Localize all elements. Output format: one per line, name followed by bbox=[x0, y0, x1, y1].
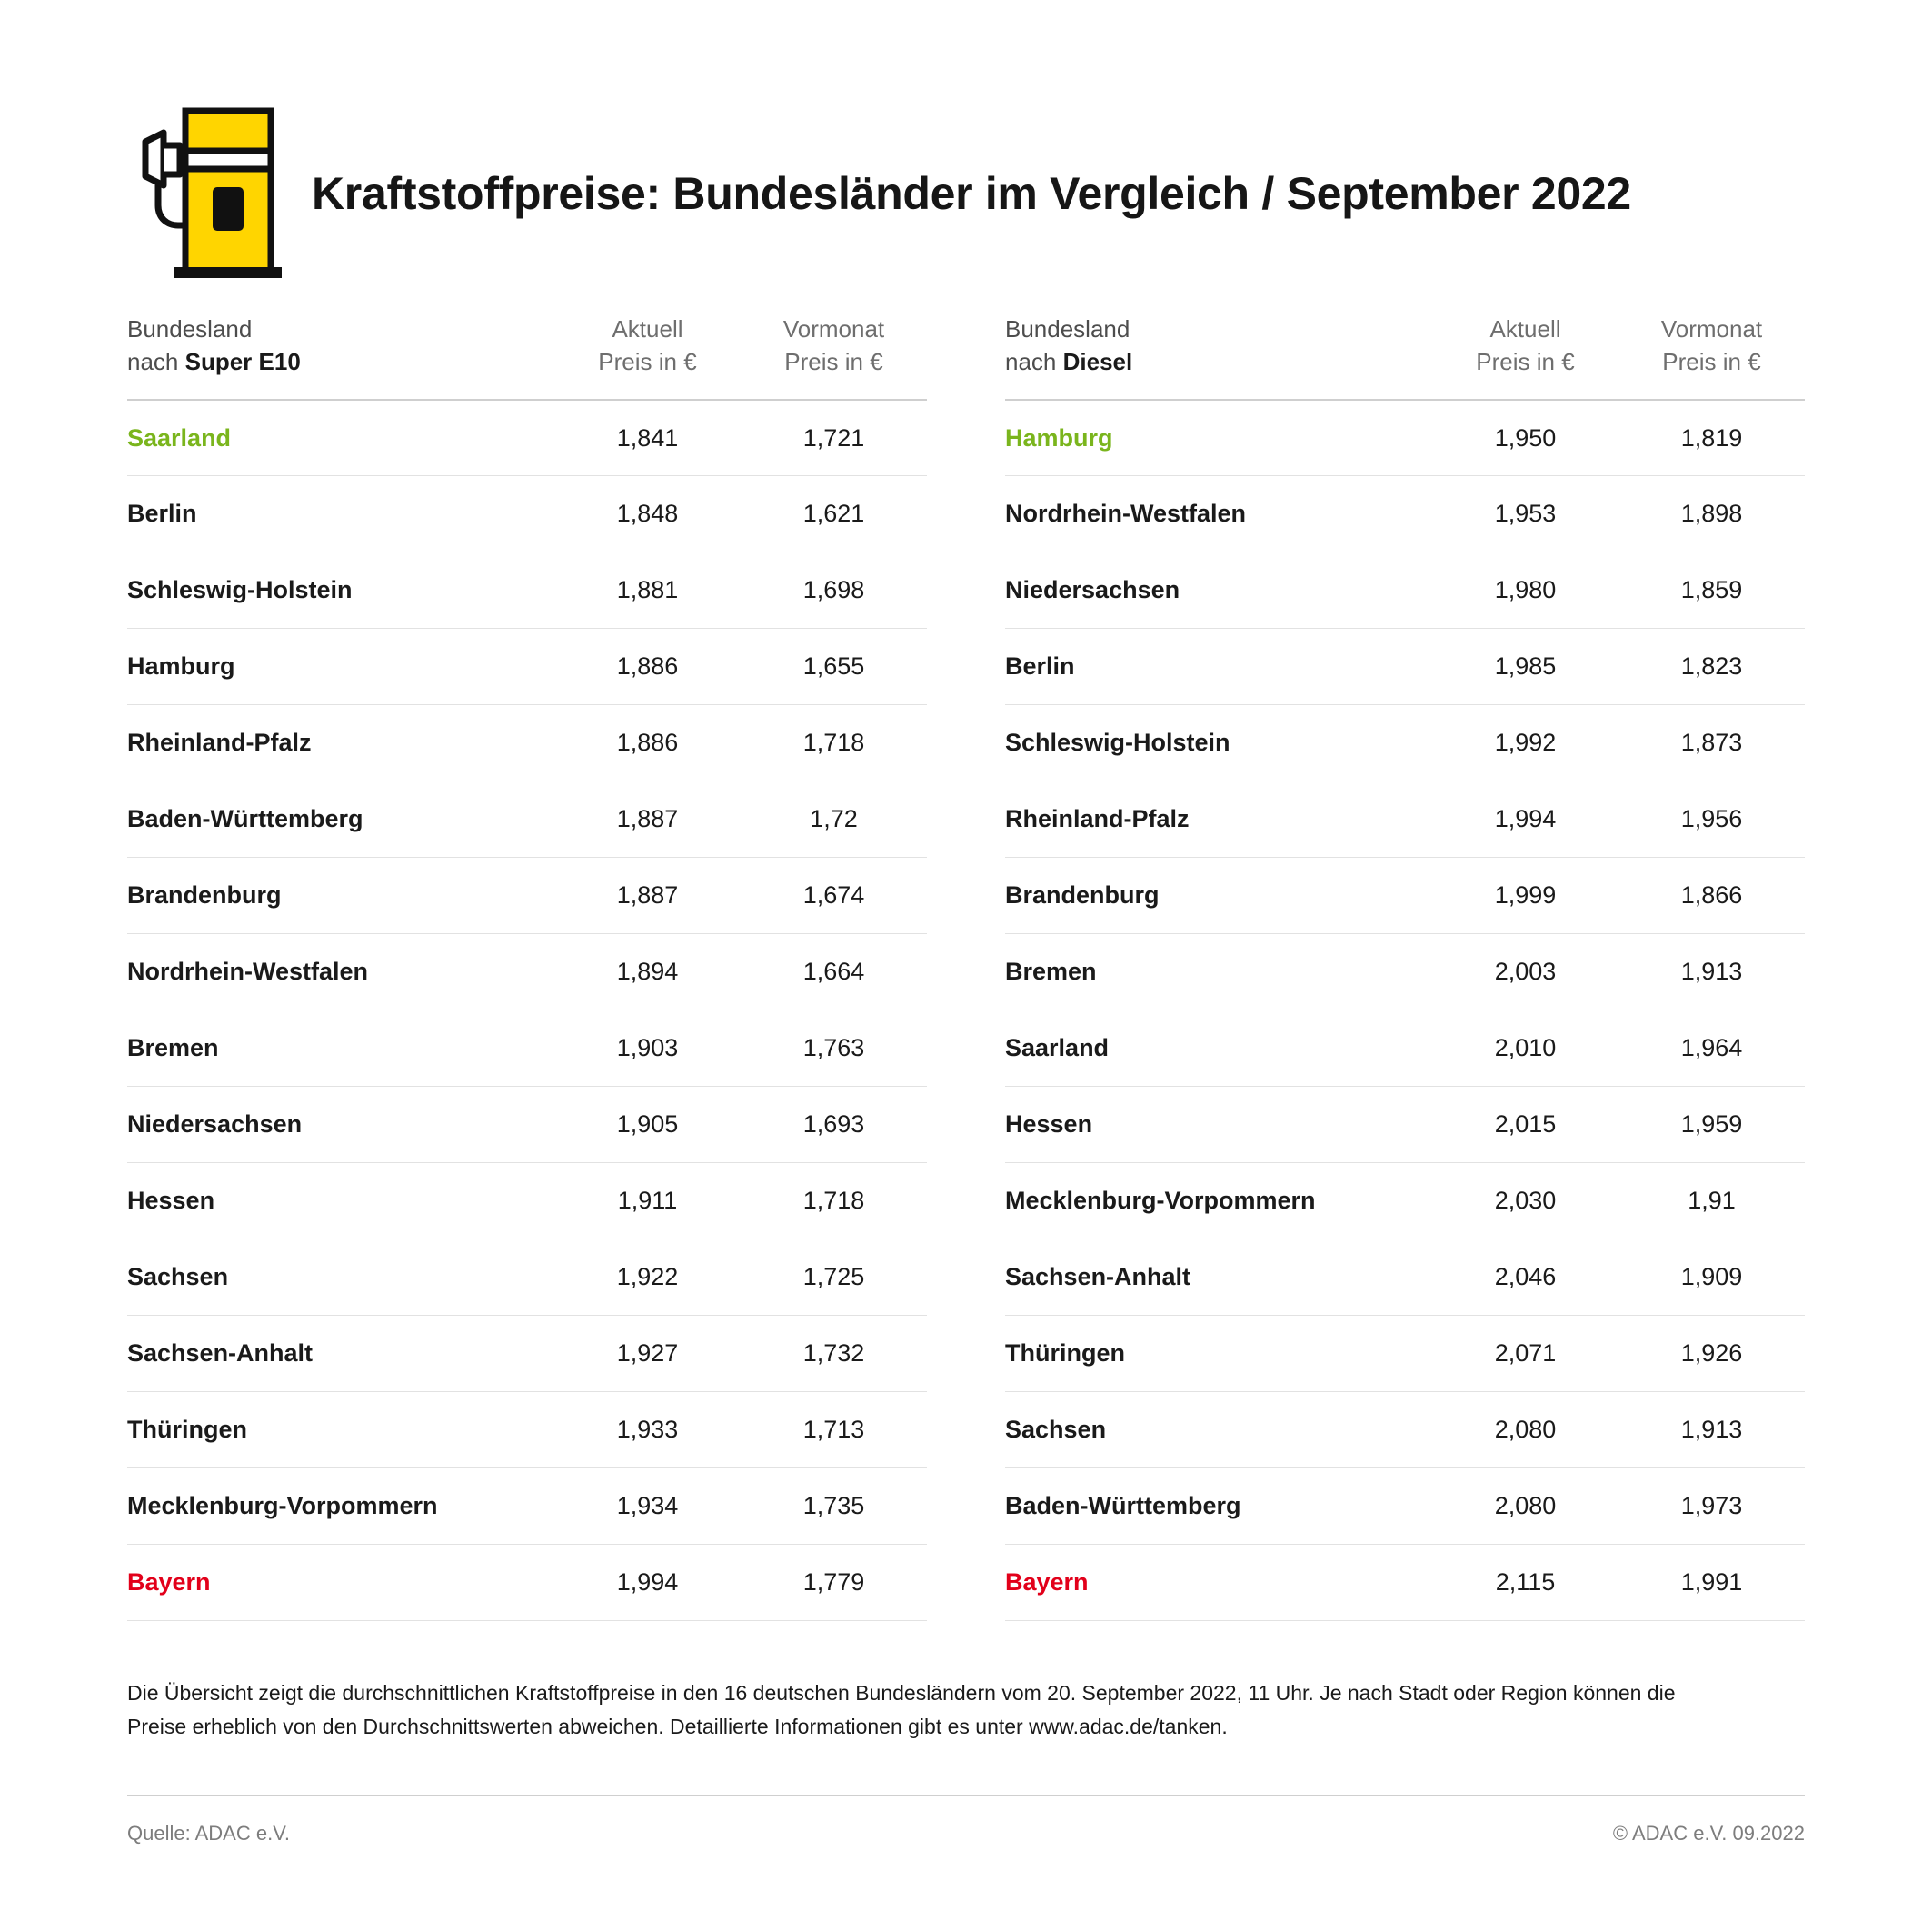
row-bundesland: Baden-Württemberg bbox=[1005, 1468, 1432, 1545]
row-vormonat-price: 1,732 bbox=[741, 1316, 927, 1392]
table-row bbox=[127, 1010, 927, 1087]
row-aktuell-price: 1,848 bbox=[554, 476, 741, 552]
header-aktuell-line-1: Aktuell bbox=[612, 315, 683, 343]
row-vormonat-price: 1,973 bbox=[1618, 1468, 1805, 1545]
row-aktuell-price: 1,841 bbox=[554, 400, 741, 476]
row-bundesland: Bayern bbox=[127, 1545, 554, 1621]
table-row bbox=[1005, 552, 1805, 629]
row-bundesland: Bayern bbox=[1005, 1545, 1432, 1621]
table-row bbox=[127, 629, 927, 705]
row-bundesland: Sachsen-Anhalt bbox=[127, 1316, 554, 1392]
header-fuel-type: Super E10 bbox=[184, 347, 301, 375]
row-aktuell-price: 1,905 bbox=[554, 1087, 741, 1163]
row-bundesland: Berlin bbox=[127, 476, 554, 552]
row-bundesland: Nordrhein-Westfalen bbox=[127, 934, 554, 1010]
header-vormonat-line-1: Vormonat bbox=[782, 315, 885, 343]
row-bundesland: Rheinland-Pfalz bbox=[1005, 781, 1432, 858]
table-row bbox=[1005, 1545, 1805, 1621]
row-vormonat-price: 1,959 bbox=[1618, 1087, 1805, 1163]
table-row bbox=[1005, 476, 1805, 552]
table-row bbox=[127, 858, 927, 934]
footer-divider bbox=[127, 1795, 1805, 1796]
row-vormonat-price: 1,866 bbox=[1618, 858, 1805, 934]
row-aktuell-price: 2,015 bbox=[1432, 1087, 1618, 1163]
row-vormonat-price: 1,913 bbox=[1618, 934, 1805, 1010]
table-row bbox=[1005, 1316, 1805, 1392]
table-row bbox=[1005, 400, 1805, 476]
row-aktuell-price: 2,080 bbox=[1432, 1468, 1618, 1545]
row-bundesland: Niedersachsen bbox=[1005, 552, 1432, 629]
row-aktuell-price: 1,927 bbox=[554, 1316, 741, 1392]
row-aktuell-price: 2,071 bbox=[1432, 1316, 1618, 1392]
row-vormonat-price: 1,674 bbox=[741, 858, 927, 934]
row-aktuell-price: 1,994 bbox=[554, 1545, 741, 1621]
row-aktuell-price: 1,903 bbox=[554, 1010, 741, 1087]
table-header-row bbox=[1005, 313, 1805, 400]
row-aktuell-price: 1,911 bbox=[554, 1163, 741, 1239]
header-fuel-type: Diesel bbox=[1062, 347, 1133, 375]
row-aktuell-price: 1,980 bbox=[1432, 552, 1618, 629]
row-bundesland: Berlin bbox=[1005, 629, 1432, 705]
footer bbox=[127, 1822, 1805, 1845]
row-aktuell-price: 1,922 bbox=[554, 1239, 741, 1316]
row-bundesland: Saarland bbox=[127, 400, 554, 476]
row-vormonat-price: 1,718 bbox=[741, 705, 927, 781]
header-vormonat-line-2: Preis in € bbox=[1662, 347, 1761, 375]
footnote bbox=[127, 1676, 1763, 1745]
table-row bbox=[1005, 934, 1805, 1010]
row-aktuell-price: 1,950 bbox=[1432, 400, 1618, 476]
row-bundesland: Mecklenburg-Vorpommern bbox=[127, 1468, 554, 1545]
row-bundesland: Mecklenburg-Vorpommern bbox=[1005, 1163, 1432, 1239]
row-vormonat-price: 1,779 bbox=[741, 1545, 927, 1621]
table-row bbox=[1005, 1468, 1805, 1545]
row-aktuell-price: 1,933 bbox=[554, 1392, 741, 1468]
table-row bbox=[127, 1468, 927, 1545]
row-vormonat-price: 1,909 bbox=[1618, 1239, 1805, 1316]
row-bundesland: Bremen bbox=[1005, 934, 1432, 1010]
row-bundesland: Brandenburg bbox=[1005, 858, 1432, 934]
header-aktuell-line-2: Preis in € bbox=[598, 347, 697, 375]
table-row bbox=[1005, 1163, 1805, 1239]
row-bundesland: Bremen bbox=[127, 1010, 554, 1087]
row-aktuell-price: 2,115 bbox=[1432, 1545, 1618, 1621]
footnote-line-1: Die Übersicht zeigt die durchschnittlichen Kraftstoffpreise in den 16 deutschen Bundesländern vom 20. September 2022, 11 Uhr. Je nach Stadt oder Region können die bbox=[127, 1681, 1676, 1705]
row-bundesland: Brandenburg bbox=[127, 858, 554, 934]
header-vormonat-line-2: Preis in € bbox=[784, 347, 883, 375]
copyright-label: © ADAC e.V. 09.2022 bbox=[1612, 1822, 1805, 1845]
table-row bbox=[127, 1545, 927, 1621]
row-aktuell-price: 2,003 bbox=[1432, 934, 1618, 1010]
column-header-vormonat-diesel bbox=[1618, 313, 1805, 400]
row-bundesland: Schleswig-Holstein bbox=[1005, 705, 1432, 781]
row-vormonat-price: 1,956 bbox=[1618, 781, 1805, 858]
row-vormonat-price: 1,721 bbox=[741, 400, 927, 476]
row-vormonat-price: 1,718 bbox=[741, 1163, 927, 1239]
row-aktuell-price: 1,887 bbox=[554, 781, 741, 858]
row-vormonat-price: 1,621 bbox=[741, 476, 927, 552]
header-aktuell-line-1: Aktuell bbox=[1489, 315, 1561, 343]
row-vormonat-price: 1,991 bbox=[1618, 1545, 1805, 1621]
row-bundesland: Hamburg bbox=[127, 629, 554, 705]
row-aktuell-price: 1,992 bbox=[1432, 705, 1618, 781]
table-row bbox=[1005, 705, 1805, 781]
table-row bbox=[127, 781, 927, 858]
table-row bbox=[1005, 1087, 1805, 1163]
row-aktuell-price: 1,881 bbox=[554, 552, 741, 629]
table-row bbox=[127, 934, 927, 1010]
table-row bbox=[127, 1239, 927, 1316]
row-vormonat-price: 1,926 bbox=[1618, 1316, 1805, 1392]
table-row bbox=[1005, 781, 1805, 858]
source-label: Quelle: ADAC e.V. bbox=[127, 1822, 290, 1845]
column-header-bundesland-diesel bbox=[1005, 313, 1432, 400]
row-bundesland: Baden-Württemberg bbox=[127, 781, 554, 858]
table-row bbox=[1005, 629, 1805, 705]
table-diesel bbox=[1005, 313, 1805, 1621]
row-bundesland: Hamburg bbox=[1005, 400, 1432, 476]
table-row bbox=[127, 552, 927, 629]
row-bundesland: Saarland bbox=[1005, 1010, 1432, 1087]
tables-container bbox=[127, 313, 1805, 1621]
table-row bbox=[127, 1316, 927, 1392]
row-bundesland: Thüringen bbox=[1005, 1316, 1432, 1392]
table-row bbox=[1005, 858, 1805, 934]
row-aktuell-price: 1,887 bbox=[554, 858, 741, 934]
row-vormonat-price: 1,735 bbox=[741, 1468, 927, 1545]
table-row bbox=[127, 400, 927, 476]
row-bundesland: Sachsen bbox=[1005, 1392, 1432, 1468]
column-header-bundesland-e10 bbox=[127, 313, 554, 400]
row-aktuell-price: 1,934 bbox=[554, 1468, 741, 1545]
row-vormonat-price: 1,763 bbox=[741, 1010, 927, 1087]
header-line-1: Bundesland bbox=[1005, 315, 1130, 343]
header bbox=[127, 95, 1805, 291]
row-vormonat-price: 1,859 bbox=[1618, 552, 1805, 629]
header-nach-prefix: nach bbox=[127, 347, 185, 375]
header-aktuell-line-2: Preis in € bbox=[1476, 347, 1575, 375]
row-vormonat-price: 1,713 bbox=[741, 1392, 927, 1468]
row-vormonat-price: 1,964 bbox=[1618, 1010, 1805, 1087]
page-title: Kraftstoffpreise: Bundesländer im Vergleich / September 2022 bbox=[312, 167, 1631, 219]
header-line-2 bbox=[1005, 346, 1432, 379]
table-row bbox=[127, 705, 927, 781]
row-vormonat-price: 1,698 bbox=[741, 552, 927, 629]
header-line-1: Bundesland bbox=[127, 315, 253, 343]
table-header-row bbox=[127, 313, 927, 400]
row-bundesland: Hessen bbox=[1005, 1087, 1432, 1163]
row-bundesland: Sachsen-Anhalt bbox=[1005, 1239, 1432, 1316]
row-vormonat-price: 1,91 bbox=[1618, 1163, 1805, 1239]
column-header-aktuell-e10 bbox=[554, 313, 741, 400]
row-aktuell-price: 1,994 bbox=[1432, 781, 1618, 858]
row-aktuell-price: 2,010 bbox=[1432, 1010, 1618, 1087]
fuel-pump-icon bbox=[127, 98, 304, 289]
row-vormonat-price: 1,72 bbox=[741, 781, 927, 858]
table-row bbox=[127, 1392, 927, 1468]
footnote-line-2: Preise erheblich von den Durchschnittswerten abweichen. Detaillierte Informationen gibt es unter www.adac.de/tanken. bbox=[127, 1715, 1228, 1739]
row-aktuell-price: 1,894 bbox=[554, 934, 741, 1010]
row-aktuell-price: 2,030 bbox=[1432, 1163, 1618, 1239]
row-vormonat-price: 1,913 bbox=[1618, 1392, 1805, 1468]
table-row bbox=[1005, 1239, 1805, 1316]
header-vormonat-line-1: Vormonat bbox=[1660, 315, 1763, 343]
table-super-e10 bbox=[127, 313, 927, 1621]
row-vormonat-price: 1,664 bbox=[741, 934, 927, 1010]
row-aktuell-price: 1,886 bbox=[554, 629, 741, 705]
row-aktuell-price: 1,999 bbox=[1432, 858, 1618, 934]
column-header-vormonat-e10 bbox=[741, 313, 927, 400]
row-vormonat-price: 1,693 bbox=[741, 1087, 927, 1163]
table-row bbox=[127, 1087, 927, 1163]
row-bundesland: Sachsen bbox=[127, 1239, 554, 1316]
row-bundesland: Niedersachsen bbox=[127, 1087, 554, 1163]
row-vormonat-price: 1,655 bbox=[741, 629, 927, 705]
row-aktuell-price: 1,953 bbox=[1432, 476, 1618, 552]
header-line-2 bbox=[127, 346, 554, 379]
row-aktuell-price: 2,046 bbox=[1432, 1239, 1618, 1316]
row-vormonat-price: 1,823 bbox=[1618, 629, 1805, 705]
header-nach-prefix: nach bbox=[1005, 347, 1063, 375]
row-aktuell-price: 2,080 bbox=[1432, 1392, 1618, 1468]
row-bundesland: Hessen bbox=[127, 1163, 554, 1239]
row-vormonat-price: 1,725 bbox=[741, 1239, 927, 1316]
row-vormonat-price: 1,819 bbox=[1618, 400, 1805, 476]
row-bundesland: Thüringen bbox=[127, 1392, 554, 1468]
row-aktuell-price: 1,886 bbox=[554, 705, 741, 781]
row-bundesland: Nordrhein-Westfalen bbox=[1005, 476, 1432, 552]
row-vormonat-price: 1,873 bbox=[1618, 705, 1805, 781]
row-bundesland: Schleswig-Holstein bbox=[127, 552, 554, 629]
column-header-aktuell-diesel bbox=[1432, 313, 1618, 400]
table-row bbox=[127, 476, 927, 552]
table-row bbox=[1005, 1392, 1805, 1468]
row-vormonat-price: 1,898 bbox=[1618, 476, 1805, 552]
table-row bbox=[1005, 1010, 1805, 1087]
row-aktuell-price: 1,985 bbox=[1432, 629, 1618, 705]
table-row bbox=[127, 1163, 927, 1239]
row-bundesland: Rheinland-Pfalz bbox=[127, 705, 554, 781]
